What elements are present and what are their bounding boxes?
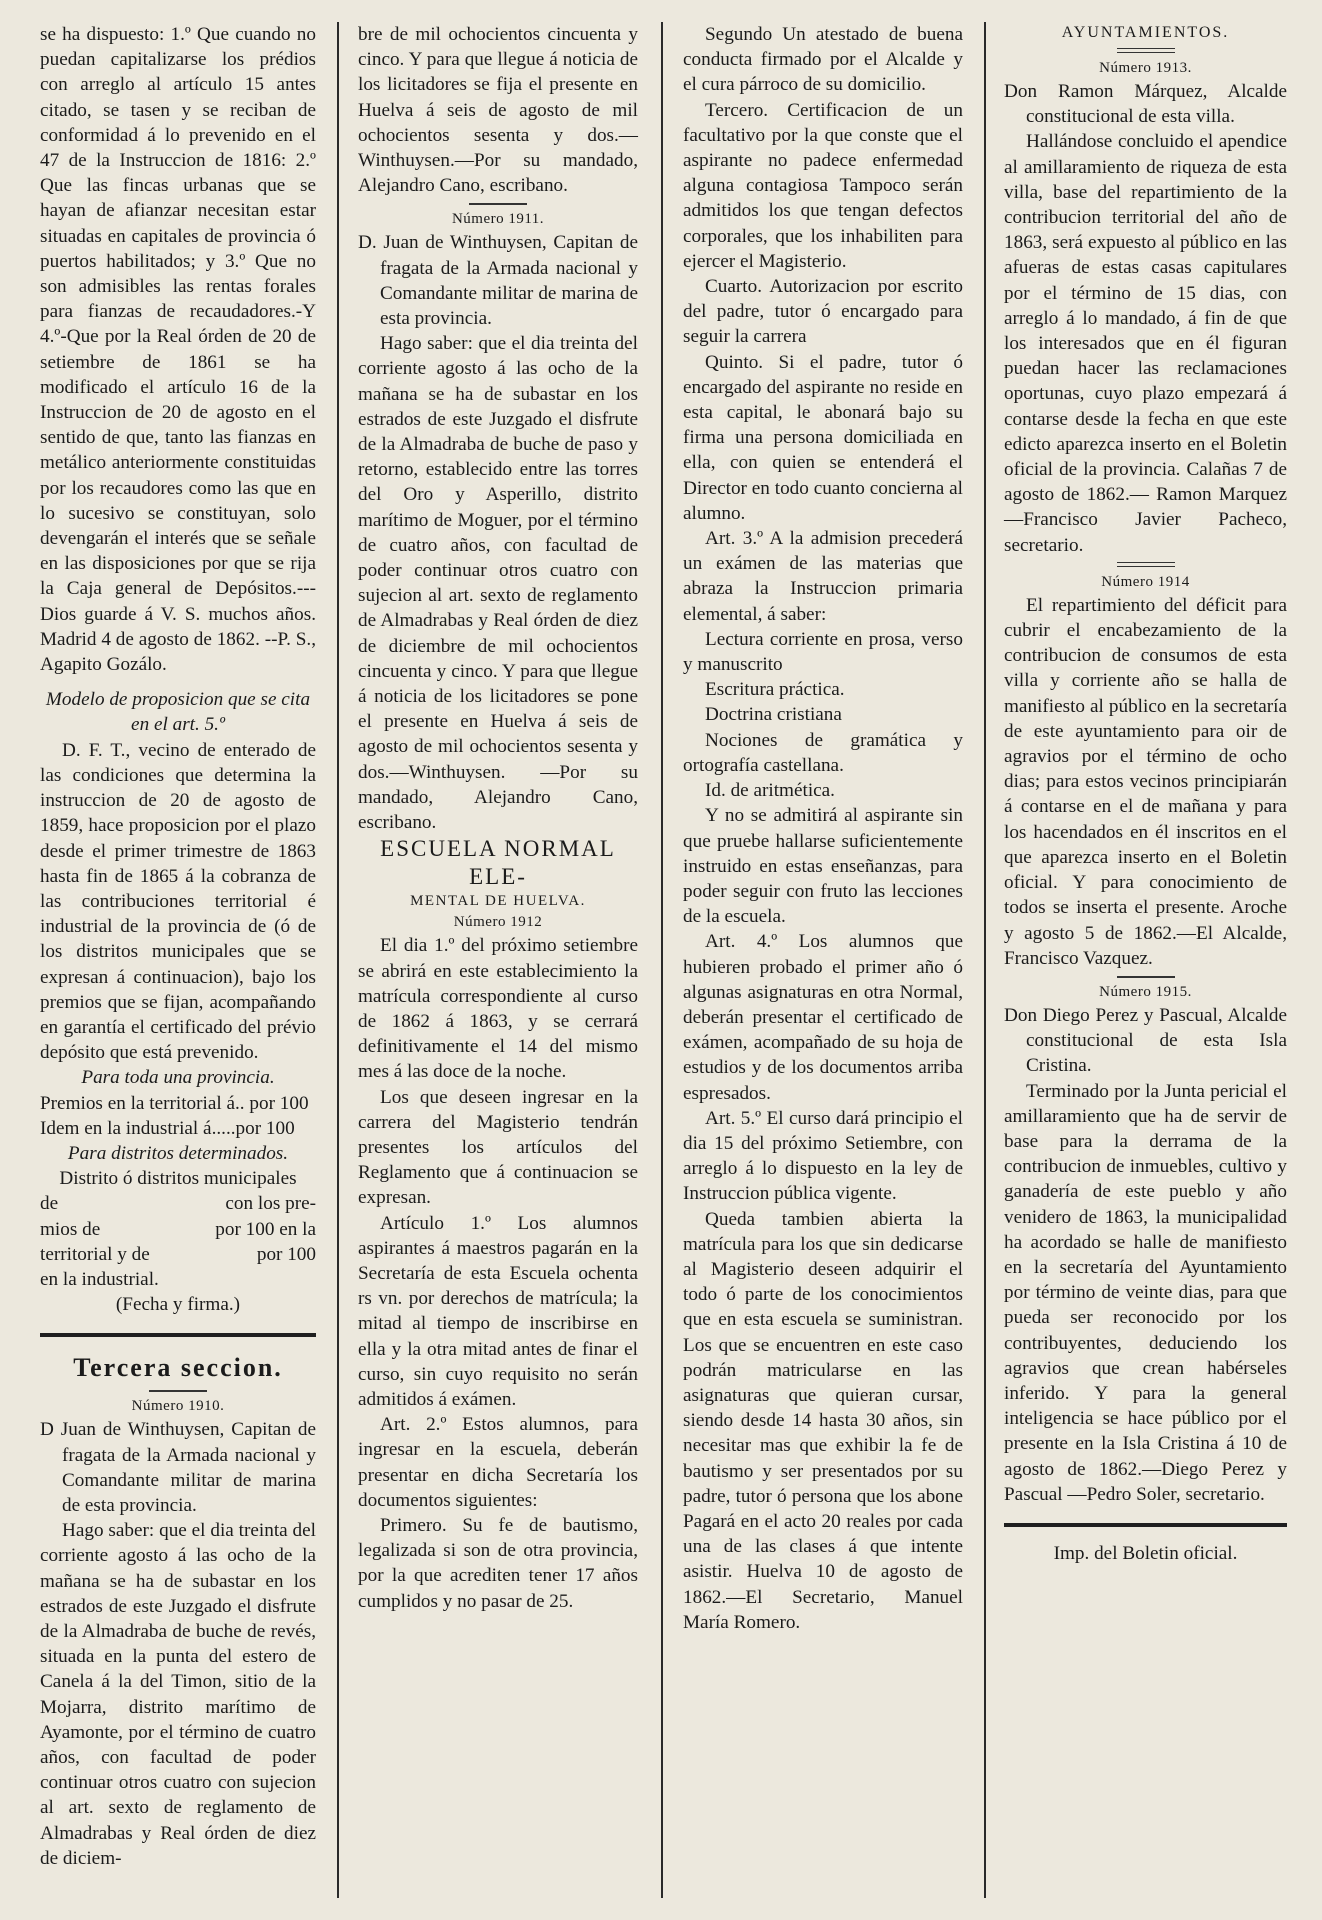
subject-item: Lectura corriente en prosa, verso y manuscrito: [683, 628, 963, 676]
circular-text: se ha dispuesto: 1.º Que cuando no puedan capitalizarse los prédios con arreglo al artículo 15 antes citado, se tasen y se reciban de conformidad á lo prevenido en el 47 de la Instruccion de 1816: 2.º Que las fincas urbanas que se hayan de afianzar necesitan estar situadas en capitales de provincia ó puertos habilitados; y 3.º Que no son admisibles las rentas forales para fianzas de recaudadores.-Y 4.º-Que por la Real órden de 20 de setiembre de 1861 se ha modificado el artículo 16 de la Instruccion de 20 de agosto en el sentido de que, tanto las fianzas en metálico anteriormente constituidas por los recaudores como las que en lo sucesivo se constituyan, solo devengarán el interés que se señale en las disposiciones por que se rija la Caja general de Depósitos.---Dios guarde á V. S. muchos años. Madrid 4 de agosto de 1862. --P. S., Agapito Gozálo.: [40, 24, 316, 676]
subject-item: Doctrina cristiana: [705, 704, 842, 726]
requirement-5: Quinto. Si el padre, tutor ó encargado del aspirante no reside en esta capital, le abonará bajo su firma una persona domiciliada en ella, con quien se entenderá el Director en todo cuanto concierna al alumno.: [683, 351, 963, 524]
notice-number: Número 1911.: [451, 211, 545, 228]
districts-cell: con los pre-: [225, 1193, 316, 1215]
section-rule: [40, 1333, 316, 1337]
notice-body: Los que deseen ingresar en la carrera del Magisterio tendrán presentes los artículos del Reglamento que á continuacion se expresan.: [358, 1086, 638, 1209]
school-subtitle: MENTAL DE HUELVA.: [410, 893, 586, 910]
notice-body: Hallándose concluido el apendice al amillaramiento de riqueza de esta villa, base del repartimiento de la contribucion territorial del año de 1863, será expuesto al público en las afueras de estas casas capitulares por el término de 15 dias, con arreglo á lo mandado, á fin de que los interesados que en él figuran puedan hacer las reclamaciones oportunas, cuyo plazo empezará á contarse desde la fecha en que este edicto aparezca inserto en el Boletin oficial de la provincia. Calañas 7 de agosto de 1862.— Ramon Marquez —Francisco Javier Pacheco, secretario.: [1004, 131, 1287, 556]
whole-province-title: Para toda una provincia.: [81, 1067, 275, 1089]
districts-cell: por 100 en la: [215, 1218, 316, 1240]
notice-number: Número 1913.: [1099, 60, 1192, 76]
notice-number: Número 1915.: [1099, 983, 1192, 1000]
notice-body: El dia 1.º del próximo setiembre se abrirá en este establecimiento la matrícula correspondiente al curso de 1862 á 1863, y se cerrará definitivamente el 14 del mismo mes á las doce de la noche.: [358, 935, 638, 1083]
subject-item: Id. de aritmética.: [705, 780, 835, 802]
notice-heading: D. Juan de Winthuysen, Capitan de fragata de la Armada nacional y Comandante militar de marina de esta provincia.: [358, 232, 638, 330]
notice-body: Terminado por la Junta pericial el amillaramiento que ha de servir de base para la derrama de la contribucion de inmuebles, cultivo y ganadería de este pueblo y año venidero de 1863, la municipalidad ha acordado se halle de manifiesto en la secretaría del Ayuntamiento por término de veinte dias, para que pueda ser reconocido por los contribuyentes, deduciendo los agravios que crean habérseles inferido. Y para la general inteligencia se hace público por el presente en la Isla Cristina á 10 de agosto de 1862.—Diego Perez y Pascual —Pedro Soler, secretario.: [1004, 1080, 1287, 1505]
notice-heading: Don Ramon Márquez, Alcalde constitucional de esta villa.: [1004, 81, 1287, 128]
article-4: Art. 4.º Los alumnos que hubieren probado el primer año ó algunas asignaturas en otra Normal, deberán presentar el certificado de exámen, acompañado de su hoja de estudios y de los documentos arriba espresados.: [683, 931, 963, 1104]
notice-body: El repartimiento del déficit para cubrir el encabezamiento de la contribucion de consumos de esta villa y corriente año se halla de manifiesto al público en la secretaría de este ayuntamiento para oir de agravios por el término de ocho dias; para estos vecinos principiarán á contarse en el de mañana y para los hacendados en él inscritos en el que aparezca inserto en el Boletin oficial. Y para conocimiento de todos se inserta el presente. Aroche y agosto 5 de 1862.—El Alcalde, Francisco Vazquez.: [1004, 594, 1287, 969]
separator: [1117, 48, 1175, 53]
notice-body: bre de mil ochocientos cincuenta y cinco. Y para que llegue á noticia de los licitadores se fija el presente en Huelva á seis de agosto de mil ochocientos sesenta y dos.— Winthuysen.—Por su mandado, Alejandro Cano, escribano.: [358, 24, 638, 197]
requirement-3: Tercero. Certificacion de un facultativo por la que conste que el aspirante no padece enfermedad alguna contagiosa Tampoco serán admitidos los que tengan defectos corporales, que los inhabiliten para ejercer el Magisterio.: [683, 99, 963, 272]
requirement-1: Primero. Su fe de bautismo, legalizada si son de otra provincia, por la que acrediten tener 17 años cumplidos y no pasar de 25.: [358, 1514, 638, 1612]
closing-rule: [1004, 1523, 1287, 1527]
notice-body: Hago saber: que el dia treinta del corriente agosto á las ocho de la mañana se ha de subastar en los estrados de este Juzgado el disfrute de la Almadraba de buche de paso y retorno, establecido entre las torres del Oro y Asperillo, distrito marítimo de Moguer, por el término de cuatro años, con facultad de poder continuar otros cuatro con sujecion al art. sexto de reglamento de Almadrabas y Real órden de diez de diciembre de mil ochocientos cincuenta y cinco. Y para que llegue á noticia de los licitadores se pone el presente en Huelva á seis de agosto de mil ochocientos sesenta y dos.—Winthuysen. —Por su mandado, Alejandro Cano, escribano.: [358, 333, 638, 834]
imprint: Imp. del Boletin oficial.: [1053, 1542, 1238, 1564]
column-3: [683, 22, 963, 1898]
districts-cell: mios de: [40, 1218, 101, 1240]
section-title: Tercera seccion.: [73, 1353, 283, 1383]
whole-province-line: Premios en la territorial á.. por 100: [40, 1092, 309, 1114]
notice-number: Número 1914: [1101, 573, 1190, 590]
separator: [149, 1390, 207, 1392]
separator: [469, 203, 527, 205]
article-3: Art. 3.º A la admision precederá un exámen de las materias que abraza la Instruccion primaria elemental, á saber:: [683, 528, 963, 625]
column-4: [1004, 22, 1287, 1898]
notice-heading: D Juan de Winthuysen, Capitan de fragata de la Armada nacional y Comandante militar de marina de esta provincia.: [40, 1419, 316, 1516]
column-rule: [984, 22, 986, 1898]
column-rule: [337, 22, 339, 1898]
notice-heading: Don Diego Perez y Pascual, Alcalde constitucional de esta Isla Cristina.: [1004, 1004, 1287, 1077]
separator: [1117, 976, 1175, 978]
districts-cell: por 100: [256, 1243, 316, 1265]
article-2: Art. 2.º Estos alumnos, para ingresar en la escuela, deberán presentar en dicha Secretaría los documentos siguientes:: [358, 1414, 638, 1511]
column-1: [40, 22, 316, 1898]
article-1: Artículo 1.º Los alumnos aspirantes á maestros pagarán en la Secretaría de esta Escuela ochenta rs vn. por derechos de matrícula; la mitad al tiempo de inscribirse en ella y la otra mitad antes de finar el curso, sin cuyo requisito no serán admitidos á exámen.: [358, 1212, 638, 1410]
signature-note: (Fecha y firma.): [115, 1294, 241, 1316]
whole-province-line: Idem en la industrial á.....por 100: [40, 1117, 295, 1139]
requirement-4: Cuarto. Autorizacion por escrito del padre, tutor ó encargado para seguir la carrera: [683, 276, 963, 348]
column-2: [358, 22, 638, 1898]
subject-item: Escritura práctica.: [705, 679, 845, 701]
districts-title: Para distritos determinados.: [67, 1142, 289, 1164]
districts-line: Distrito ó distritos municipales: [59, 1168, 297, 1190]
districts-cell: territorial y de: [40, 1243, 150, 1265]
article-5: Art. 5.º El curso dará principio el dia 15 del próximo Setiembre, con arreglo á lo dispuesto en la ley de Instruccion pública vigente.: [683, 1107, 963, 1205]
model-text: D. F. T., vecino de enterado de las condiciones que determina la instruccion de 20 de agosto de 1859, hace proposicion por el plazo desde el primer trimestre de 1863 hasta fin de 1865 á la cobranza de las contribuciones territorial é industrial de la provincia de (ó de los distritos municipales que se expresan á continuacion), bajo los premios que se fijan, acompañando en garantía el certificado del prévio depósito que está prevenido.: [40, 739, 316, 1064]
column-rule: [661, 22, 663, 1898]
model-title: Modelo de proposicion que se cita en el art. 5.º: [45, 689, 311, 736]
notice-body: Y no se admitirá al aspirante sin que pruebe hallarse suficientemente instruido en estas enseñanzas, para poder seguir con fruto las lecciones de la escuela.: [683, 805, 963, 928]
requirement-2: Segundo Un atestado de buena conducta firmado por el Alcalde y el cura párroco de su domicilio.: [683, 24, 963, 96]
notice-body: Hago saber: que el dia treinta del corriente agosto á las ocho de la mañana se ha de subastar en los estrados de este Juzgado el disfrute de la Almadraba de buche de revés, situada en la punta del estero de Canela á la del Timon, sitio de la Mojarra, distrito marítimo de Ayamonte, por el término de cuatro años, con facultad de poder continuar otros cuatro con sujecion al art. sexto de reglamento de Almadrabas y Real órden de diez de diciem-: [40, 1520, 316, 1869]
districts-line: en la industrial.: [40, 1268, 159, 1290]
section-header: AYUNTAMIENTOS.: [1061, 24, 1230, 41]
notice-body: Queda tambien abierta la matrícula para los que sin dedicarse al Magisterio deseen adquirir el todo ó parte de los conocimientos que en esta escuela se suministran. Los que se encuentren en este caso podrán matricularse en las asignaturas que quieran cursar, siendo desde 14 hasta 30 años, sin necesitar mas que exhibir la fe de bautismo y ser presentados por su padre, tutor ó persona que los abone Pagará en el acto 20 reales por cada una de las clases á que intente asistir. Huelva 10 de agosto de 1862.—El Secretario, Manuel María Romero.: [683, 1208, 963, 1633]
notice-number: Número 1910.: [131, 1398, 225, 1415]
subject-item: Nociones de gramática y ortografía castellana.: [683, 729, 963, 776]
districts-cell: de: [40, 1193, 59, 1215]
school-title: ESCUELA NORMAL ELE-: [380, 836, 616, 890]
separator: [1117, 562, 1175, 567]
notice-number: Número 1912: [453, 914, 543, 931]
